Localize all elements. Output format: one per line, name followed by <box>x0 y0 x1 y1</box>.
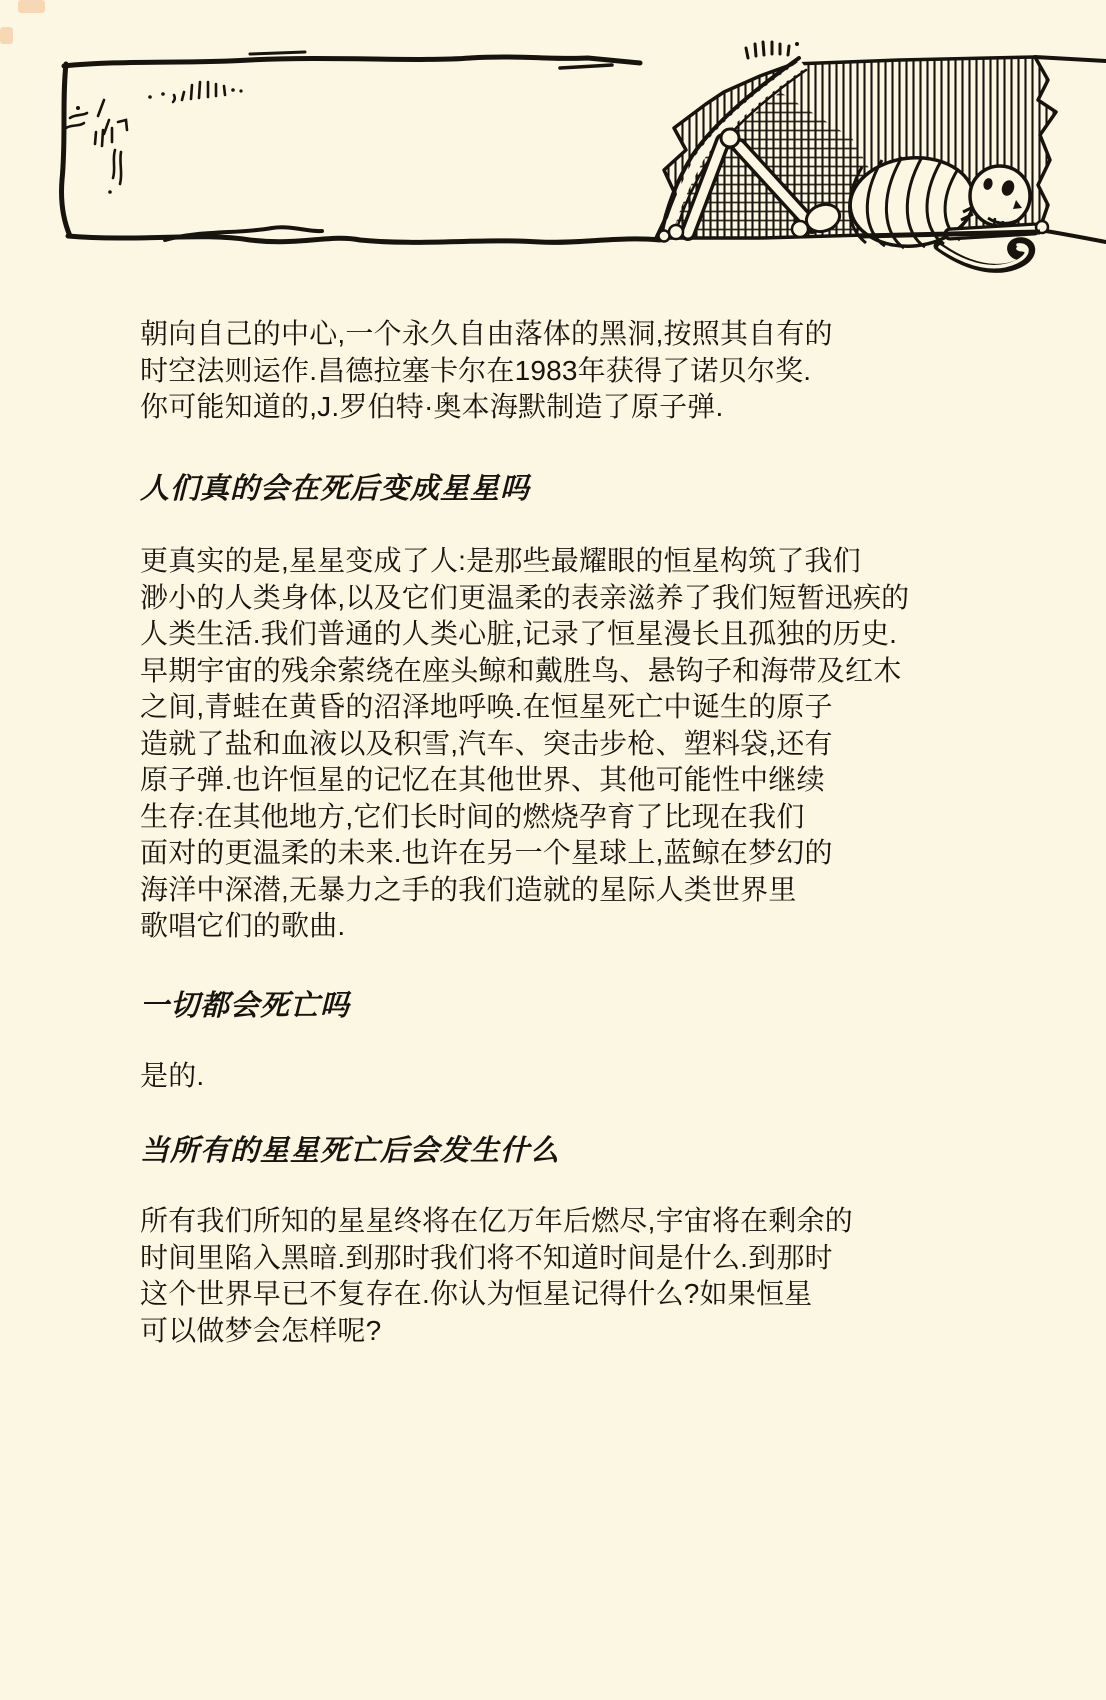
paragraph-answer-2 <box>140 1058 204 1095</box>
text-line: 海洋中深潜,无暴力之手的我们造就的星际人类世界里 <box>140 873 797 905</box>
question-heading-2: 一切都会死亡吗 <box>140 990 351 1022</box>
paragraph-answer-1 <box>140 543 909 945</box>
text-line: 早期宇宙的残余萦绕在座头鲸和戴胜鸟、悬钩子和海带及红木 <box>140 654 902 686</box>
text-line: 更真实的是,星星变成了人:是那些最耀眼的恒星构筑了我们 <box>140 545 861 576</box>
text-line: 造就了盐和血液以及积雪,汽车、突击步枪、塑料袋,还有 <box>140 727 833 759</box>
paragraph-answer-3 <box>140 1203 853 1349</box>
text-line: 时空法则运作.昌德拉塞卡尔在1983年获得了诺贝尔奖. <box>140 354 812 386</box>
text-line: 渺小的人类身体,以及它们更温柔的表亲滋养了我们短暂迅疾的 <box>140 581 910 613</box>
text-line: 所有我们所知的星星终将在亿万年后燃尽,宇宙将在剩余的 <box>140 1205 853 1236</box>
text-line: 原子弹.也许恒星的记忆在其他世界、其他可能性中继续 <box>140 764 825 795</box>
text-line: 时间里陷入黑暗.到那时我们将不知道时间是什么.到那时 <box>140 1241 833 1273</box>
text-line: 人类生活.我们普通的人类心脏,记录了恒星漫长且孤独的历史. <box>140 618 898 649</box>
text-line: 这个世界早已不复存在.你认为恒星记得什么?如果恒星 <box>140 1278 813 1309</box>
question-heading-1: 人们真的会在死后变成星星吗 <box>140 473 531 505</box>
text-line: 可以做梦会怎样呢? <box>140 1314 382 1346</box>
question-heading-3: 当所有的星星死亡后会发生什么 <box>140 1135 561 1167</box>
text-line: 你可能知道的,J.罗伯特·奥本海默制造了原子弹. <box>140 391 724 422</box>
text-line: 之间,青蛙在黄昏的沼泽地呼唤.在恒星死亡中诞生的原子 <box>140 691 833 722</box>
text-line: 生存:在其他地方,它们长时间的燃烧孕育了比现在我们 <box>140 800 805 832</box>
text-line: 朝向自己的中心,一个永久自由落体的黑洞,按照其自有的 <box>140 318 833 349</box>
text-line: 歌唱它们的歌曲. <box>140 910 346 941</box>
paragraph-intro <box>140 316 833 426</box>
text-line: 是的. <box>140 1060 205 1091</box>
text-line: 面对的更温柔的未来.也许在另一个星球上,蓝鲸在梦幻的 <box>140 837 833 868</box>
